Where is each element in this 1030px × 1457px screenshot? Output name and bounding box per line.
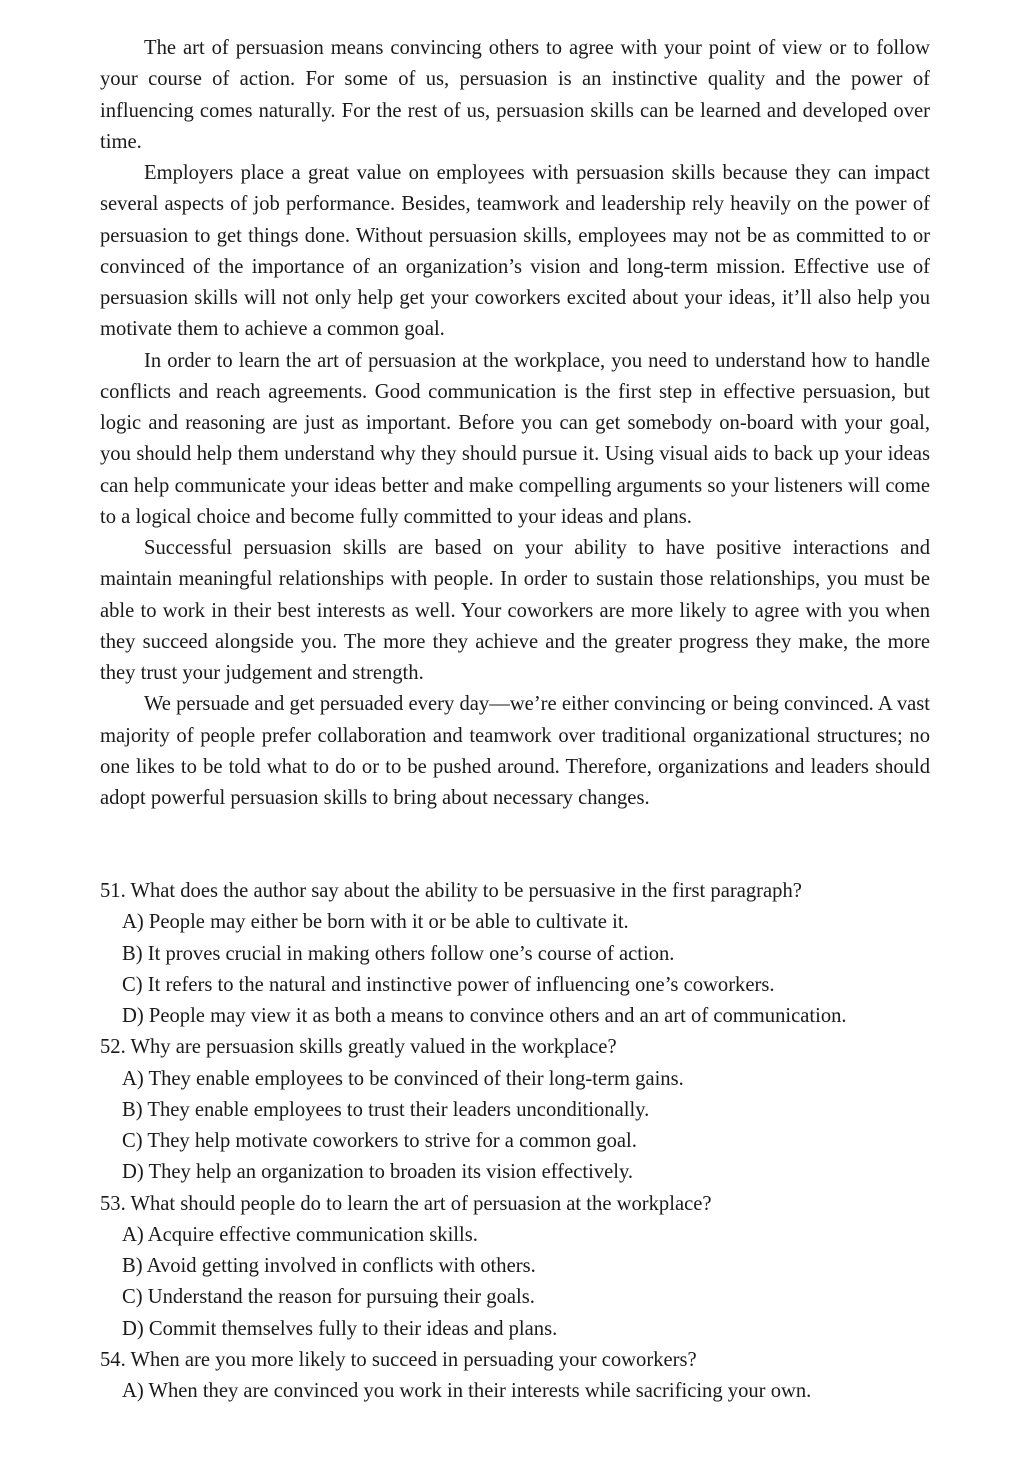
passage-paragraph: The art of persuasion means convincing others to agree with your point of view or to follow your course of action. For some of us, persuasion is an instinctive quality and the power of influencing comes naturally. For the rest of us, persuasion skills can be learned and developed over time.: [100, 37, 930, 153]
question-52: [100, 1032, 940, 1188]
option-d: D) Commit themselves fully to their ideas and plans.: [122, 1317, 558, 1340]
option-a: A) People may either be born with it or be able to cultivate it.: [122, 911, 629, 934]
option-c: C) It refers to the natural and instinctive power of influencing one’s coworkers.: [122, 973, 775, 996]
option-b: B) They enable employees to trust their leaders unconditionally.: [122, 1098, 650, 1121]
reading-passage: [100, 33, 930, 814]
question-53: [100, 1189, 940, 1345]
passage-paragraph: Employers place a great value on employees with persuasion skills because they can impact several aspects of job performance. Besides, teamwork and leadership rely heavily on the power of persuasion to get things done. Without persuasion skills, employees may not be as committed to or convinced of the importance of an organization’s vision and long-term mission. Effective use of persuasion skills will not only help get your coworkers excited about your ideas, it’ll also help you motivate them to achieve a common goal.: [100, 162, 930, 341]
question-54: [100, 1345, 940, 1408]
question-stem: 51. What does the author say about the ability to be persuasive in the first paragraph?: [100, 880, 802, 902]
question-stem: 52. Why are persuasion skills greatly valued in the workplace?: [100, 1036, 617, 1059]
question-stem: 53. What should people do to learn the art of persuasion at the workplace?: [100, 1192, 712, 1215]
option-c: C) Understand the reason for pursuing their goals.: [122, 1286, 535, 1309]
option-d: D) People may view it as both a means to convince others and an art of communication.: [122, 1005, 847, 1027]
question-stem: 54. When are you more likely to succeed in persuading your coworkers?: [100, 1348, 697, 1371]
passage-paragraph: In order to learn the art of persuasion at the workplace, you need to understand how to handle conflicts and reach agreements. Good communication is the first step in effective persuasion, but logic and reasoning are just as important. Before you can get somebody on-board with your goal, you should help them understand why they should pursue it. Using visual aids to back up your ideas can help communicate your ideas better and make compelling arguments so your listeners will come to a logical choice and become fully committed to your ideas and plans.: [100, 349, 930, 528]
option-a: A) When they are convinced you work in their interests while sacrificing your own.: [122, 1380, 812, 1402]
option-c: C) They help motivate coworkers to strive for a common goal.: [122, 1130, 637, 1152]
question-list: [100, 876, 940, 1407]
option-b: B) It proves crucial in making others follow one’s course of action.: [122, 942, 675, 965]
question-51: [100, 876, 940, 1032]
passage-paragraph: We persuade and get persuaded every day—we’re either convincing or being convinced. A vast majority of people prefer collaboration and teamwork over traditional organizational structures; no one likes to be told what to do or to be pushed around. Therefore, organizations and leaders should adopt powerful persuasion skills to bring about necessary changes.: [100, 693, 930, 809]
passage-paragraph: Successful persuasion skills are based on your ability to have positive interactions and maintain meaningful relationships with people. In order to sustain those relationships, you must be able to work in their best interests as well. Your coworkers are more likely to agree with you when they succeed alongside you. The more they achieve and the greater progress they make, the more they trust your judgement and strength.: [100, 537, 930, 684]
option-b: B) Avoid getting involved in conflicts with others.: [122, 1255, 536, 1277]
option-d: D) They help an organization to broaden its vision effectively.: [122, 1161, 634, 1184]
option-a: A) They enable employees to be convinced of their long-term gains.: [122, 1067, 684, 1090]
option-a: A) Acquire effective communication skills.: [122, 1223, 478, 1246]
